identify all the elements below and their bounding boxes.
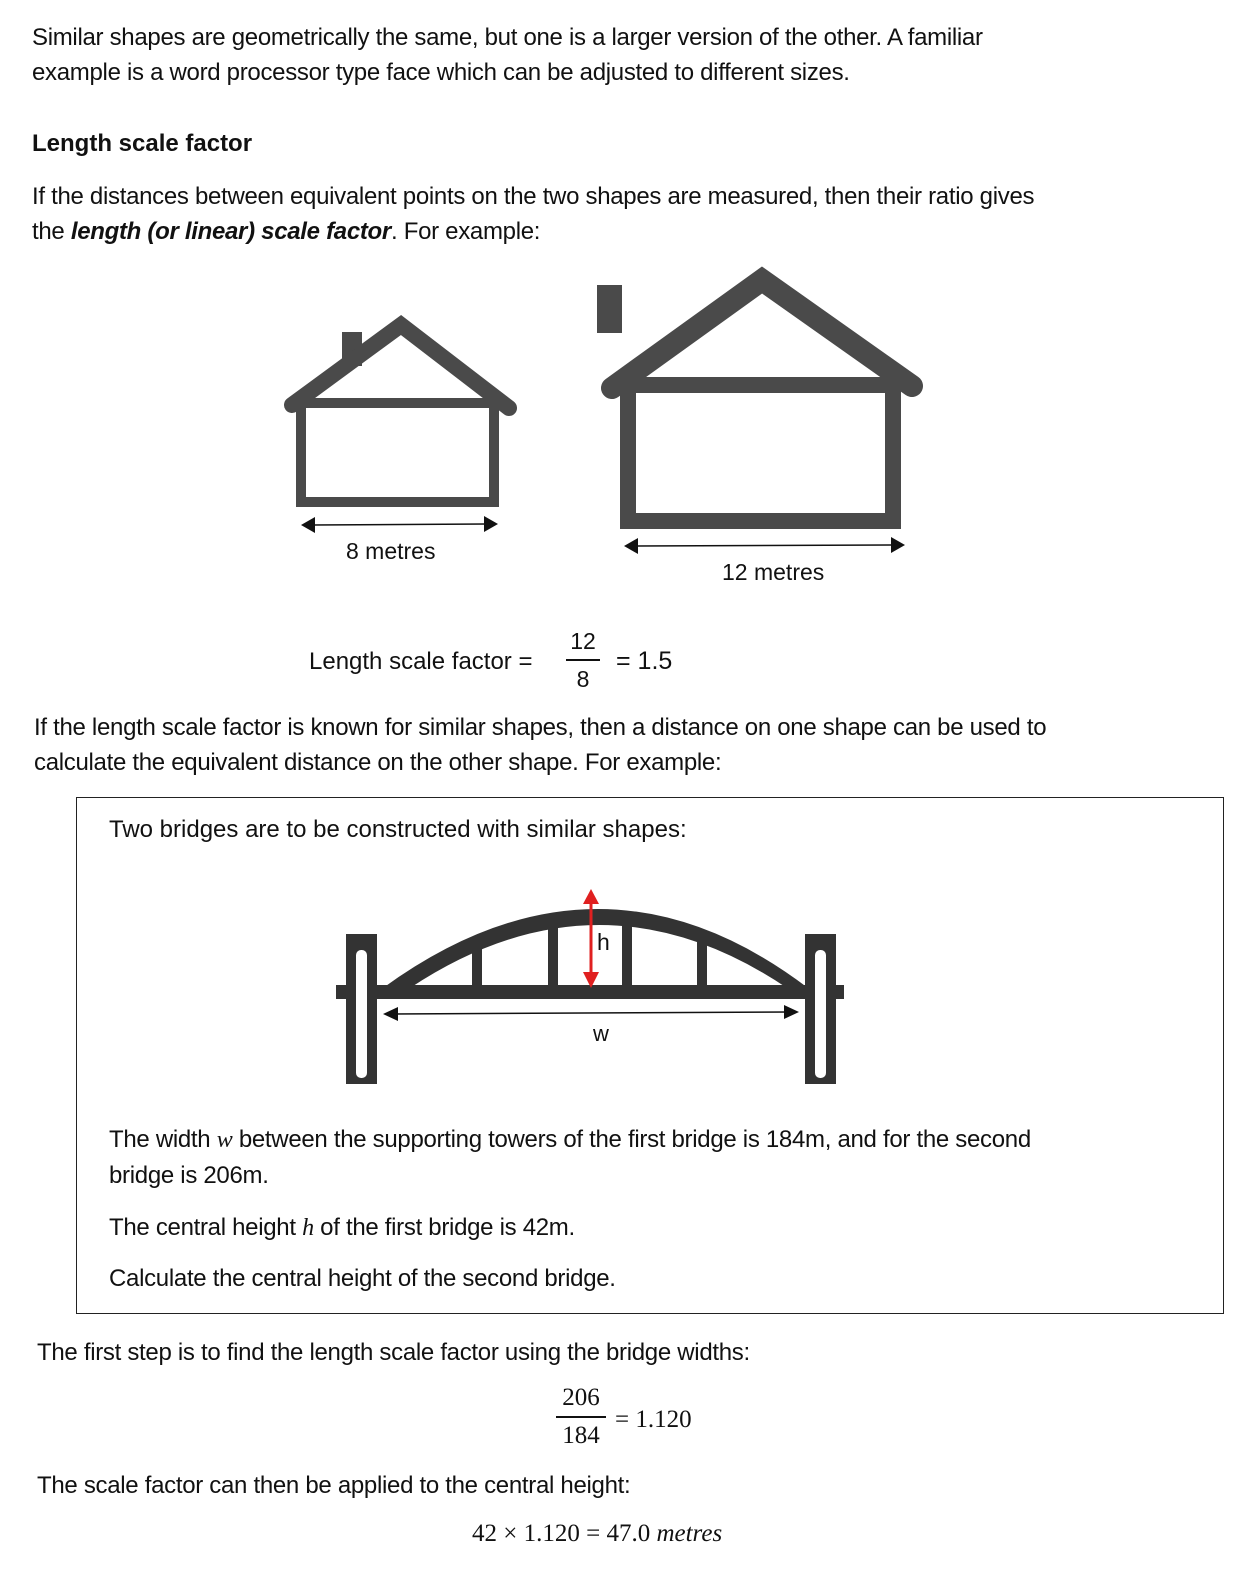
lsf-numerator: 12 (570, 628, 596, 654)
fraction-numerator: 206 (562, 1384, 600, 1411)
definition-term: length (or linear) scale factor (70, 218, 391, 245)
final-calculation (472, 1520, 722, 1548)
section-heading: Length scale factor (32, 130, 253, 157)
width-statement (109, 1122, 1031, 1193)
width-variable: w (216, 1127, 233, 1153)
solution-step-1: The first step is to find the length scale factor using the bridge widths: (37, 1339, 750, 1366)
fraction-bar (556, 1416, 606, 1418)
final-calc-expression: 42 × 1.120 = 47.0 (472, 1520, 651, 1547)
height-variable: h (302, 1215, 314, 1241)
application-line-2: calculate the equivalent distance on the other shape. For example: (34, 749, 722, 776)
definition-text: the (32, 218, 71, 245)
application-line-1: If the length scale factor is known for similar shapes, then a distance on one shape can be used to (34, 714, 1047, 741)
width-text: The width (109, 1126, 217, 1153)
intro-line-2: example is a word processor type face which can be adjusted to different sizes. (32, 59, 850, 86)
question: Calculate the central height of the second bridge. (109, 1265, 616, 1292)
final-unit: metres (656, 1520, 723, 1547)
large-house-label: 12 metres (722, 559, 825, 585)
lsf-denominator: 8 (576, 666, 590, 692)
width-ratio-fraction (556, 1384, 606, 1450)
example-intro: Two bridges are to be constructed with similar shapes: (109, 816, 687, 843)
intro-line-1: Similar shapes are geometrically the same, but one is a larger version of the other. A familiar (32, 24, 983, 51)
width-label: w (593, 1021, 609, 1046)
height-text: The central height (109, 1214, 303, 1241)
width-arrow (383, 1005, 799, 1021)
width-statement-line-2: bridge is 206m. (109, 1162, 269, 1189)
definition-text-end: . For example: (390, 218, 541, 245)
definition-line-1: If the distances between equivalent points on the two shapes are measured, then their ratio gives (32, 183, 1035, 210)
width-statement-line-1 (109, 1122, 1031, 1158)
height-text-end: of the first bridge is 42m. (313, 1214, 575, 1241)
width-text-end: between the supporting towers of the first bridge is 184m, and for the second (232, 1126, 1031, 1153)
lsf-result: = 1.5 (616, 647, 673, 675)
fraction-result: = 1.120 (615, 1406, 692, 1433)
lsf-label: Length scale factor = (309, 648, 533, 675)
height-label: h (597, 929, 610, 955)
solution-step-2: The scale factor can then be applied to the central height: (37, 1472, 631, 1499)
height-statement (109, 1210, 575, 1246)
small-house-label: 8 metres (346, 538, 436, 564)
fraction-denominator: 184 (562, 1422, 600, 1449)
